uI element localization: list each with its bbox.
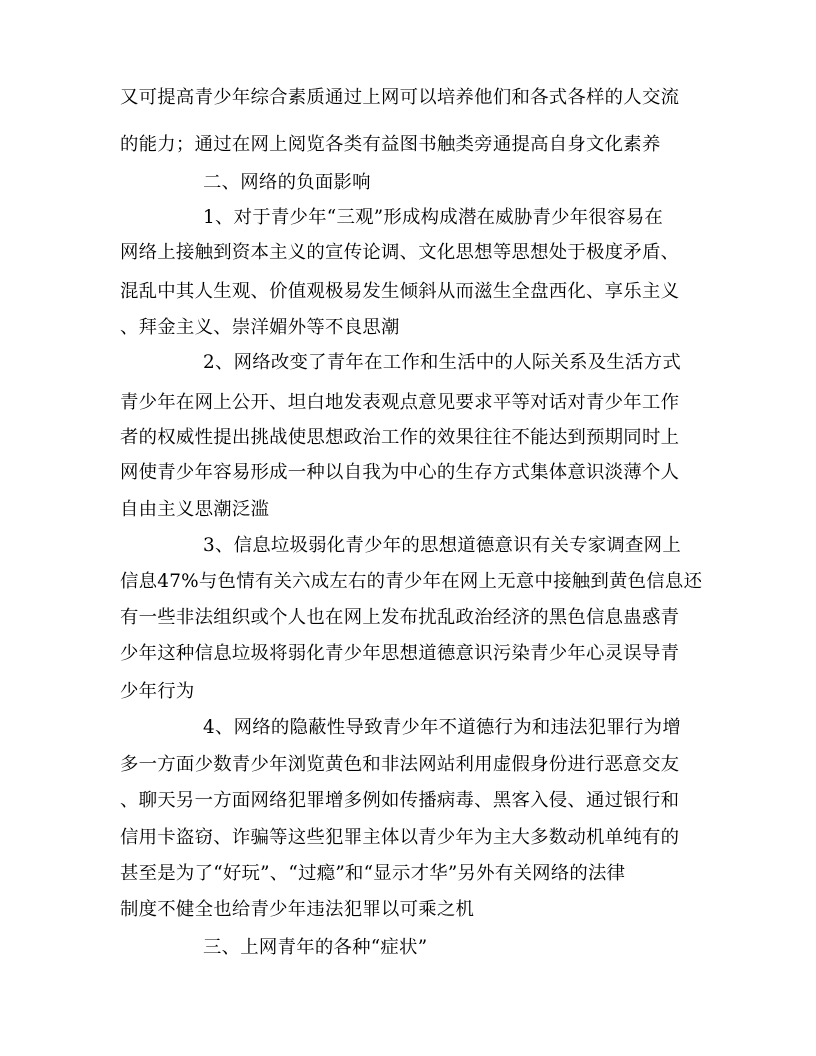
paragraph-start: 3、信息垃圾弱化青少年的思想道德意识有关专家调查网上: [203, 535, 681, 556]
text-line: 有一些非法组织或个人也在网上发布扰乱政治经济的黑色信息蛊惑青: [120, 607, 680, 628]
text-line: 甚至是为了“好玩”、“过瘾”和“显示才华”另外有关网络的法律: [120, 863, 626, 884]
text-line: 网络上接触到资本主义的宣传论调、文化思想等思想处于极度矛盾、: [120, 242, 680, 263]
text-line: 制度不健全也给青少年违法犯罪以可乘之机: [120, 899, 475, 920]
text-line: 自由主义思潮泛滥: [120, 499, 270, 520]
paragraph-start: 4、网络的隐蔽性导致青少年不道德行为和违法犯罪行为增: [203, 717, 681, 738]
section-heading: 二、网络的负面影响: [203, 172, 371, 193]
paragraph-start: 1、对于青少年“三观”形成构成潜在威胁青少年很容易在: [203, 207, 663, 228]
text-line: 网使青少年容易形成一种以自我为中心的生存方式集体意识淡薄个人: [120, 462, 680, 483]
text-line: 混乱中其人生观、价值观极易发生倾斜从而滋生全盘西化、享乐主义: [120, 281, 680, 302]
text-line: 多一方面少数青少年浏览黄色和非法网站利用虚假身份进行恶意交友: [120, 754, 680, 775]
text-line: 者的权威性提出挑战使思想政治工作的效果往往不能达到预期同时上: [120, 427, 680, 448]
text-line: 信用卡盗窃、诈骗等这些犯罪主体以青少年为主大多数动机单纯有的: [120, 827, 680, 848]
text-line: 信息47%与色情有关六成左右的青少年在网上无意中接触到黄色信息还: [120, 571, 703, 592]
text-line: 又可提高青少年综合素质通过上网可以培养他们和各式各样的人交流: [120, 87, 680, 108]
text-line: 青少年在网上公开、坦白地发表观点意见要求平等对话对青少年工作: [120, 392, 680, 413]
paragraph-start: 2、网络改变了青年在工作和生活中的人际关系及生活方式: [203, 352, 681, 373]
text-line: 、聊天另一方面网络犯罪增多例如传播病毒、黑客入侵、通过银行和: [120, 790, 680, 811]
text-line: 的能力；通过在网上阅览各类有益图书触类旁通提高自身文化素养: [120, 134, 661, 155]
text-line: 、拜金主义、崇洋媚外等不良思潮: [120, 317, 400, 338]
section-heading: 三、上网青年的各种“症状”: [203, 937, 428, 958]
text-line: 少年行为: [120, 681, 195, 702]
text-line: 少年这种信息垃圾将弱化青少年思想道德意识污染青少年心灵误导青: [120, 643, 680, 664]
